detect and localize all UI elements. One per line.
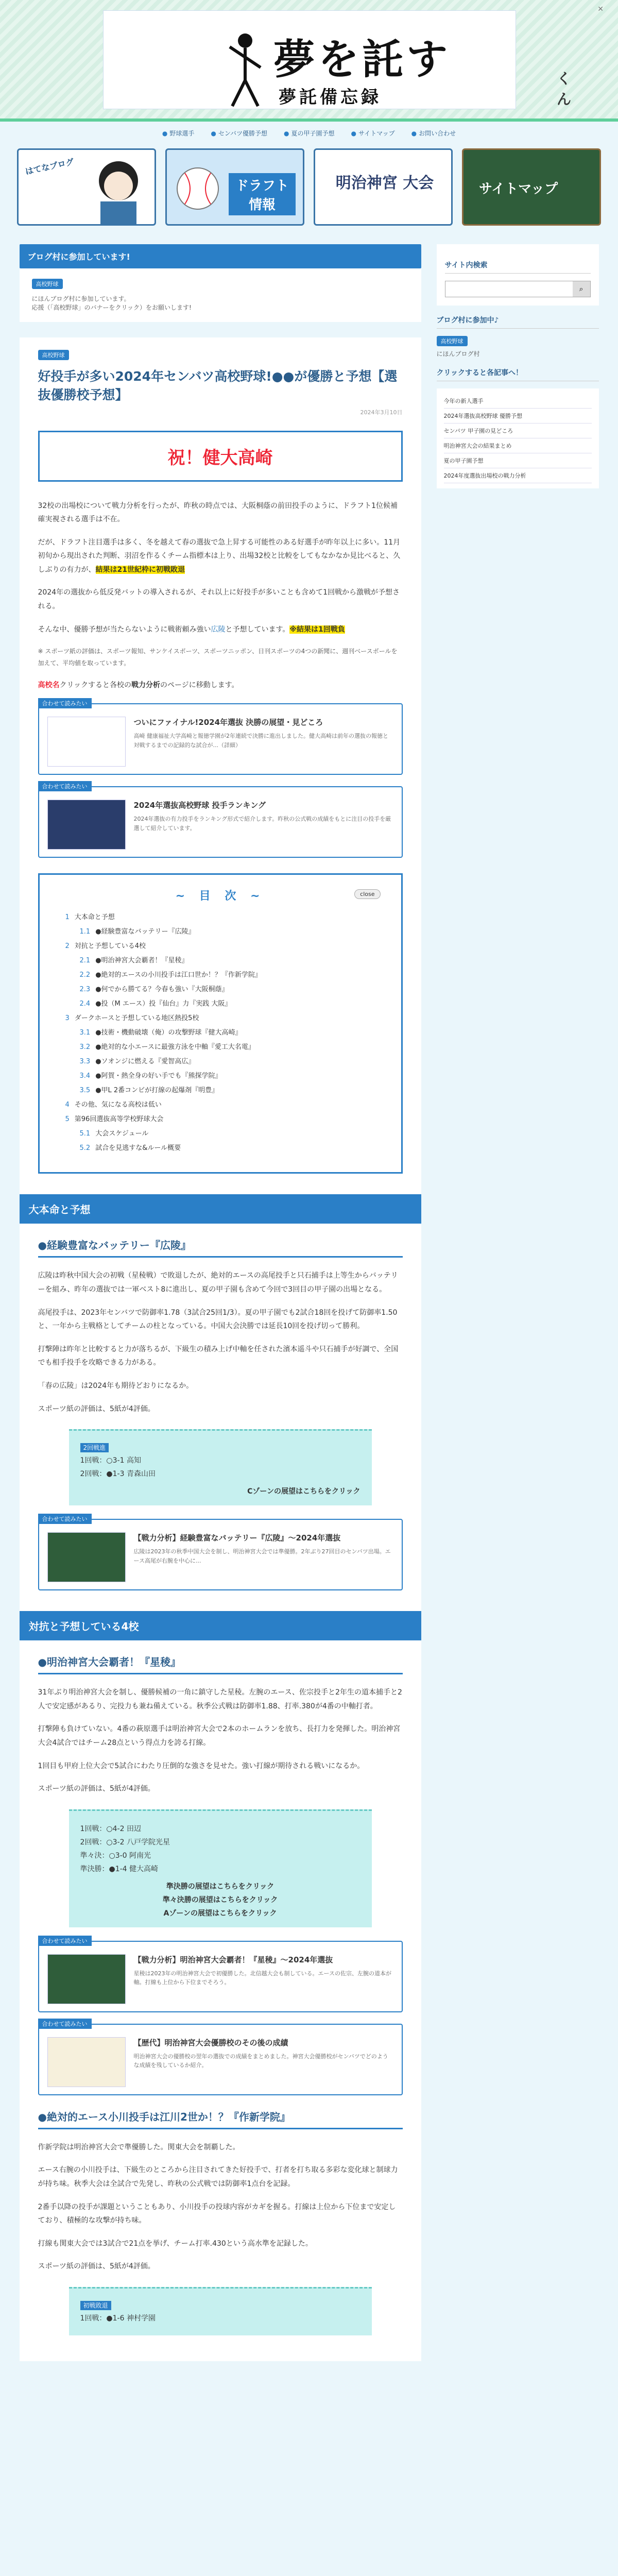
banner-meiji[interactable]: 明治神宮 大会 [314, 148, 453, 226]
content-layout [20, 244, 599, 2361]
toc-subitem[interactable]: 3.3 ●ソオンジに燃える『愛智高広』 [79, 1058, 195, 1066]
toc-subitem[interactable]: 3.2 ●絶対的な小エースに最強方泳を中軸『愛工大名電』 [79, 1043, 255, 1052]
toc-subitem[interactable]: 2.3 ●何でから勝てる？今春も強い『大阪桐蔭』 [79, 986, 229, 994]
banner-hatena[interactable]: はてなブログ [17, 148, 156, 226]
article: 高校野球 好投手が多い2024年センバツ高校野球!●●が優勝と予想【選抜優勝校予想】 2024年3月10日 祝！健大高崎 32校の出場校について戦力分析を行ったが、昨秋の時点では、大阪桐蔭の前田投手のように、ドラフト1位候補確実視される選手は不在。 だが、ドラフト注目選手は多く、冬を越えて春の選抜で急上昇する可能性のある好選手が昨年以上に多い。11月初旬から現出された判断、羽沼を作るくチーム指標本は上り、出場32校と比較をしてもなかなか見比べると、久しぶりの有力が、結果は21世紀枠に初戦敗退 2024年の選抜から低反発バットの導入されるが、それ以上に好投手が多いことも含めて1回戦から激戦が予想される。 そんな中、優勝予想が当たらないように戦術頼み強い広陵と予想しています。※結果は1回戦負 ※ スポーツ紙の評価は、スポーツ報知、サンケイスポーツ、スポーツニッポン、日刊スポーツの4つの新聞に、週刊ベースボールを加えて、平均値を取っています。 高校名クリックすると各校の戦力分析のページに移動します。 合わせて読みたい ついにファイナル!2024年選抜 決勝の展望・見どころ 高崎 健康福祉大学高崎と報徳学園が2年連続で決勝に進出しました。健大高崎は前年の選抜の報徳と対戦するまでの記録的な試合が...（詳細） 合わせて読みたい 2024年選抜高校野球 投手ランキング 2024年選抜の有力投手をランキング形式で紹介します。昨秋の公式戦の成績をもとに注目の投手を厳選して紹介しています。 ~ 目 次 ~ close 1 大本命と予想 1.1 ●経験豊富なバッテリー『広陵』 2 対抗と予想している4校 2.1 ●明治神宮大会覇者！『星稜』 2.2 ●絶対的エースの小川投手は江口世か！？『作新学院』 2.3 ●何でから勝てる？今春も強い『大阪桐蔭』 2.4 ●投（M エース）投『仙台』力『実践 大阪』 3 ダークホースと予想している地区熱投5校 3.1 ●技術・機動破壊（俺）の攻撃野球『健大高崎』 3.2 ●絶対的な小エースに最強方泳を中軸『愛工大名電』 3.3 ●ソオンジに燃える『愛智高広』 3.4 ●阿賀・熱全身の好い手でも『熊探学院』 3.5 ●甲L 2番コンビが打線の起爆剤『明豊』 4 その他、気になる高校は低い 5 第96回選抜高等学校野球大会 5.1 大会スケジュール 5.2 試合を見逃すな&ルール概要 大本命と予想 ●経験豊富なバッテリー『広陵』 広陵は昨秋中国大会の初戦（星稜戦）で敗退したが、絶対的エースの高尾投手と只石捕手は上等生からバッテリーを組み、昨年の選抜では一軍ベスト8に進出し、夏の甲子園も含めて今回で3回目の甲子園の出場となる。 高尾投手は、2023年センバツで防御率1.78（3試合25回1/3）。夏の甲子園でも2試合18回を投げて防御率1.50と、一年から主戦格としてチームの柱となっている。中国大会決勝では延長10回を投げ切って勝利。 打撃陣は昨年と比較すると力が落ちるが、下級生の積み上げ中軸を任された濱本遥斗や只石捕手が好調で、全国でも相手投手を攻略できる力がある。 「春の広陵」は2024年も期待どおりになるか。 スポーツ紙の評価は、5紙が4評価。 2回戦進 1回戦：○3-1 高知 2回戦：●1-3 青森山田 Cゾーンの展望はこちらをクリック 合わせて読みたい 【戦力分析】経験豊富なバッテリー『広陵』～2024年選抜 広陵は2023年の秋季中国大会を制し、明治神宮大会では準優勝。2年ぶり27回目のセンバツ出場。エース高尾が右腕を中心に... 対抗と予想している4校 ●明治神宮大会覇者！『星稜』 31年ぶり明治神宮大会を制し、優勝候補の一角に鎮守した星稜。左腕のエース、佐宗投手と2年生の道本捕手と2人で安定感があるり、完投力も兼ね備えている。秋季公式戦は防御率1.88、打率.380が4番の中軸打者。 打撃陣も負けていない。4番の萩原選手は明治神宮大会で2本のホームランを放ち、長打力を発揮した。明治神宮大会4試合ではチーム28点という得点力を誇る打線。 1回目も甲府上位大会で5試合にわたり圧倒的な強さを見せた。強い打線が期待される戦いになるか。 スポーツ紙の評価は、5紙が4評価。 1回戦：○4-2 田辺 2回戦：○3-2 八戸学院光星 準々決：○3-0 阿南光 準決勝：●1-4 健大高崎 準決勝の展望はこちらをクリック 準々決勝の展望はこちらをクリック Aゾーンの展望はこちらをクリック 合わせて読みたい 【戦力分析】明治神宮大会覇者！『星稜』～2024年選抜 星稜は2023年の明治神宮大会で初優勝した。北信越大会も制している。エースの佐宗、左腕の道本が軸。打線も上位から下位までそろう。 合わせて読みたい 【歴代】明治神宮大会優勝校のその後の成績 明治神宮大会の優勝校の翌年の選抜での成績をまとめました。神宮大会優勝校がセンバツでどのような成績を残しているか紹介。 ●絶対的エース小川投手は江川2世か！？『作新学院』 作新学院は明治神宮大会で準優勝した。関東大会を制覇した。 エース右腕の小川投手は、下級生のところから注目されてきた好投手で、打者を打ち取る多彩な変化球と制球力が持ち味。秋季大会は全試合で先発し、昨秋の公式戦では防御率1点台を記録。 2番手以降の投手が課題ということもあり、小川投手の投球内容がカギを握る。打線は上位から下位まで安定しており、積極的な攻撃が持ち味。 打線も関東大会では3試合で21点を挙げ、チーム打率.430という高水準を記録した。 スポーツ紙の評価は、5紙が4評価。 初戦敗退 1回戦：●1-6 神村学園 [20, 337, 421, 2361]
blogmura-card: 高校野球 にほんブログ村に参加しています。 応援（「高校野球」のバナーをクリック）をお願いします! [20, 268, 421, 322]
toc-subitem[interactable]: 5.2 試合を見逃すな&ルール概要 [79, 1144, 181, 1153]
related-card[interactable]: 合わせて読みたい ついにファイナル!2024年選抜 決勝の展望・見どころ 高崎 健康福祉大学高崎と報徳学園が2年連続で決勝に進出しました。健大高崎は前年の選抜の報徳と対戦するまでの記録的な試合が...（詳細） [38, 703, 403, 775]
toc-subitem[interactable]: 2.1 ●明治神宮大会覇者！『星稜』 [79, 957, 188, 965]
circle-bullet-icon: ● [411, 129, 417, 137]
toc-item[interactable]: 1 大本命と予想 [65, 913, 115, 922]
nav-item[interactable]: ● 夏の甲子園予想 [283, 129, 335, 137]
blogmura-widget: ブログ村に参加中♪ 高校野球 にほんブログ村 [437, 306, 599, 360]
search-button[interactable] [573, 281, 590, 297]
global-nav [0, 122, 618, 144]
toc-list [65, 911, 375, 1152]
table-of-contents [38, 873, 403, 1174]
toc-item[interactable]: 4 その他、気になる高校は低い [65, 1101, 162, 1109]
thumbnail-image [47, 800, 126, 850]
toc-item[interactable]: 2 対抗と予想している4校 [65, 942, 146, 951]
related-card[interactable]: 合わせて読みたい 【歴代】明治神宮大会優勝校のその後の成績 明治神宮大会の優勝校の翌年の選抜での成績をまとめました。神宮大会優勝校がセンバツでどのような成績を残しているか紹介。 [38, 2024, 403, 2095]
sidebar-link[interactable]: 2024年度選抜出場校の戦力分析 [444, 468, 592, 483]
toc-subitem[interactable]: 3.5 ●甲L 2番コンビが打線の起爆剤『明豊』 [79, 1087, 219, 1095]
post-date: 2024年3月10日 [360, 409, 403, 416]
toc-item[interactable]: 5 第96回選抜高等学校野球大会 [65, 1115, 164, 1124]
banner-row [0, 148, 618, 226]
result-banner: 祝！健大高崎 [38, 431, 403, 482]
illustration-icon [88, 152, 149, 225]
logo-kun-text: くん [557, 70, 572, 108]
stick-figure-icon [227, 31, 263, 109]
sidebar-links [444, 394, 592, 483]
toc-subitem[interactable]: 1.1 ●経験豊富なバッテリー『広陵』 [79, 928, 195, 936]
sidebar-link[interactable]: センバツ 甲子園の見どころ [444, 423, 592, 438]
search-title: サイト内検索 [445, 260, 591, 274]
result-box: 初戦敗退 1回戦：●1-6 神村学園 [69, 2287, 372, 2335]
related-tag: 合わせて読みたい [38, 698, 92, 708]
zone-link[interactable]: 準々決勝の展望はこちらをクリック [162, 1895, 278, 1904]
blogmura-box [20, 244, 421, 322]
sidebar-link[interactable]: 2024年選抜高校野球 優勝予想 [444, 409, 592, 423]
blogmura-badge[interactable]: 高校野球 [32, 279, 63, 289]
thumbnail-image [47, 717, 126, 767]
toc-subitem[interactable]: 3.4 ●阿賀・熱全身の好い手でも『熊探学院』 [79, 1072, 222, 1080]
circle-bullet-icon: ● [162, 129, 168, 137]
circle-bullet-icon: ● [211, 129, 216, 137]
zone-link[interactable]: Aゾーンの展望はこちらをクリック [163, 1909, 277, 1918]
toc-item[interactable]: 3 ダークホースと予想している地区熱投5校 [65, 1014, 199, 1023]
main-column [20, 244, 421, 2361]
thumbnail-image [47, 1954, 126, 2004]
section-heading: 大本命と予想 [20, 1194, 421, 1224]
banner-sitemap[interactable]: サイトマップ [462, 148, 601, 226]
related-card[interactable]: 合わせて読みたい 2024年選抜高校野球 投手ランキング 2024年選抜の有力投手をランキング形式で紹介します。昨秋の公式戦の成績をもとに注目の投手を厳選して紹介しています。 [38, 786, 403, 858]
nav-item[interactable]: ● 野球選手 [162, 129, 195, 137]
toc-title: ~ 目 次 ~ [175, 890, 265, 903]
subsection-heading: ●明治神宮大会覇者！『星稜』 [38, 1654, 403, 1674]
banner-draft[interactable]: ドラフト 情報 [165, 148, 304, 226]
sidebar-link[interactable]: 今年の新人選手 [444, 394, 592, 409]
category-badge[interactable]: 高校野球 [38, 350, 69, 360]
article-title: 好投手が多い2024年センバツ高校野球!●●が優勝と予想【選抜優勝校予想】 [38, 369, 398, 403]
result-box: 2回戦進 1回戦：○3-1 高知 2回戦：●1-3 青森山田 Cゾーンの展望はこちらをクリック [69, 1429, 372, 1505]
sidebar-link[interactable]: 明治神宮大会の結果まとめ [444, 438, 592, 453]
blogmura-bar: ブログ村に参加しています! [20, 244, 421, 268]
sidebar [437, 244, 599, 2361]
close-icon[interactable]: ✕ [597, 5, 604, 13]
toc-subitem[interactable]: 2.2 ●絶対的エースの小川投手は江口世か！？『作新学院』 [79, 971, 262, 979]
circle-bullet-icon: ● [283, 129, 289, 137]
thumbnail-image [47, 2037, 126, 2087]
toc-close-button[interactable]: close [354, 889, 380, 899]
subsection-heading: ●経験豊富なバッテリー『広陵』 [38, 1237, 403, 1258]
logo-main-text: 夢を託す [273, 35, 451, 83]
link-widget: クリックすると各記事へ！ 今年の新人選手 2024年選抜高校野球 優勝予想 センバツ 甲子園の見どころ 明治神宮大会の結果まとめ 夏の甲子園予想 2024年度選抜出場校の戦力分析 [437, 367, 599, 488]
section-heading: 対抗と予想している4校 [20, 1611, 421, 1640]
search-icon: ⌕ [579, 285, 583, 293]
subsection-heading: ●絶対的エース小川投手は江川2世か！？『作新学院』 [38, 2109, 403, 2129]
toc-subitem[interactable]: 3.1 ●技術・機動破壊（俺）の攻撃野球『健大高崎』 [79, 1029, 242, 1037]
logo-sub-text: 夢託備忘録 [279, 87, 382, 108]
school-link[interactable]: 広陵 [211, 625, 226, 634]
nav-item[interactable]: ● サイトマップ [351, 129, 395, 137]
nav-item[interactable]: ● お問い合わせ [411, 129, 456, 137]
search-box [445, 281, 591, 297]
nav-item[interactable]: ● センバツ優勝予想 [211, 129, 267, 137]
related-card[interactable]: 合わせて読みたい 【戦力分析】経験豊富なバッテリー『広陵』～2024年選抜 広陵は2023年の秋季中国大会を制し、明治神宮大会では準優勝。2年ぶり27回目のセンバツ出場。エース高尾が右腕を中心に... [38, 1519, 403, 1590]
baseball-icon [175, 165, 221, 212]
search-widget [437, 244, 599, 306]
blogmura-badge[interactable]: 高校野球 [437, 336, 468, 346]
search-input[interactable] [445, 281, 573, 297]
zone-link[interactable]: Cゾーンの展望はこちらをクリック [247, 1487, 360, 1496]
related-card[interactable]: 合わせて読みたい 【戦力分析】明治神宮大会覇者！『星稜』～2024年選抜 星稜は2023年の明治神宮大会で初優勝した。北信越大会も制している。エースの佐宗、左腕の道本が軸。打線も上位から下位までそろう。 [38, 1941, 403, 2012]
zone-link[interactable]: 準決勝の展望はこちらをクリック [166, 1882, 274, 1891]
toc-subitem[interactable]: 2.4 ●投（M エース）投『仙台』力『実践 大阪』 [79, 1000, 232, 1008]
toc-subitem[interactable]: 5.1 大会スケジュール [79, 1130, 149, 1138]
site-header [0, 0, 618, 122]
site-logo[interactable] [103, 10, 572, 109]
sidebar-link[interactable]: 夏の甲子園予想 [444, 453, 592, 468]
result-box: 1回戦：○4-2 田辺 2回戦：○3-2 八戸学院光星 準々決：○3-0 阿南光 準決勝：●1-4 健大高崎 準決勝の展望はこちらをクリック 準々決勝の展望はこちらをクリック Aゾーンの展望はこちらをクリック [69, 1809, 372, 1927]
circle-bullet-icon: ● [351, 129, 356, 137]
thumbnail-image [47, 1532, 126, 1582]
